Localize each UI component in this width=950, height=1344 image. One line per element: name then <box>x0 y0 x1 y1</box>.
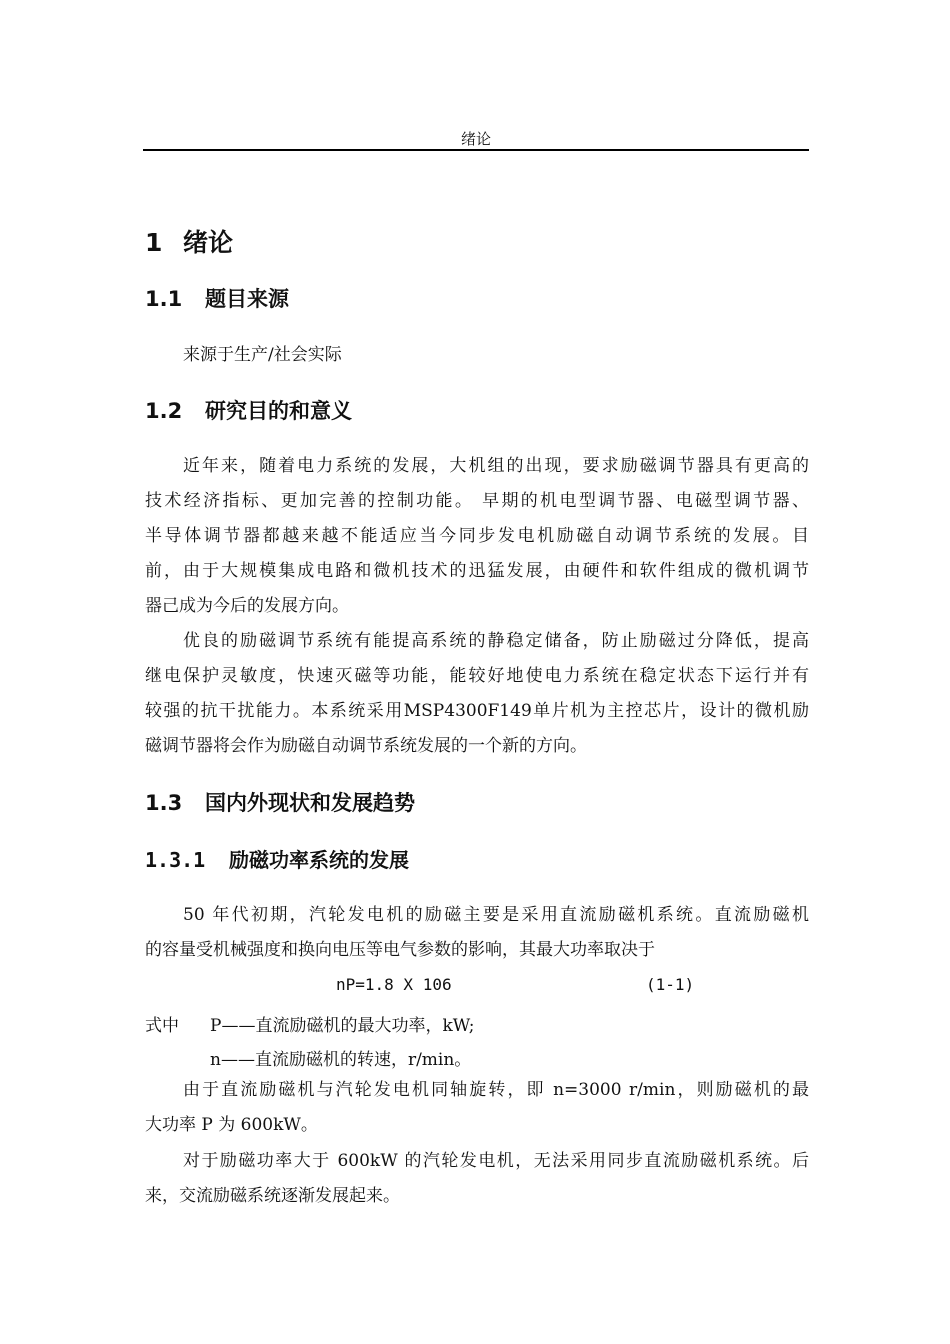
where-label: 式中 <box>145 1016 179 1036</box>
paragraph-line: 磁调节器将会作为励磁自动调节系统发展的一个新的方向。 <box>145 736 587 756</box>
section-1-2-paragraph-1 <box>145 449 809 624</box>
paragraph-line: 来，交流励磁系统逐渐发展起来。 <box>145 1186 400 1206</box>
section-1-3-1-paragraph-3 <box>145 1144 809 1214</box>
paragraph-line: 50 年代初期，汽轮发电机的励磁主要是采用直流励磁机系统。直流励磁机 <box>183 905 809 925</box>
header-rule <box>143 149 809 151</box>
section-number: 1.3 <box>145 791 183 815</box>
section-1-2-paragraph-2 <box>145 624 809 764</box>
paragraph-line: 技术经济指标、更加完善的控制功能。 早期的机电型调节器、电磁型调节器、 <box>145 491 809 511</box>
paragraph-line: 对于励磁功率大于 600kW 的汽轮发电机，无法采用同步直流励磁机系统。后 <box>183 1151 809 1171</box>
section-1-1-heading <box>145 283 289 313</box>
section-number: 1.2 <box>145 399 183 423</box>
paragraph-line: 半导体调节器都越来越不能适应当今同步发电机励磁自动调节系统的发展。目 <box>145 526 809 546</box>
paragraph-line: 由于直流励磁机与汽轮发电机同轴旋转，即 n=3000 r/min，则励磁机的最 <box>183 1080 809 1100</box>
paragraph-line: 继电保护灵敏度，快速灭磁等功能，能较好地使电力系统在稳定状态下运行并有 <box>145 666 809 686</box>
formula: nP=1.8 X 106 <box>336 975 452 994</box>
running-header: 绪论 <box>460 130 491 148</box>
section-title: 研究目的和意义 <box>205 399 352 423</box>
section-title: 励磁功率系统的发展 <box>229 848 409 872</box>
section-1-3-1-paragraph-2 <box>145 1073 809 1143</box>
paragraph-line: 近年来，随着电力系统的发展，大机组的出现，要求励磁调节器具有更高的 <box>183 456 809 476</box>
chapter-title-text: 绪论 <box>183 228 234 257</box>
paragraph-line: 前，由于大规模集成电路和微机技术的迅猛发展，由硬件和软件组成的微机调节 <box>145 561 809 581</box>
section-number: 1.3.1 <box>145 848 206 872</box>
section-1-3-1-paragraph-1 <box>145 898 809 968</box>
paragraph-line: 大功率 P 为 600kW。 <box>145 1115 318 1135</box>
section-1-1-body <box>145 338 809 373</box>
section-title: 国内外现状和发展趋势 <box>205 791 415 815</box>
where-p-definition: P——直流励磁机的最大功率，kW; <box>210 1016 475 1036</box>
where-n-definition: n——直流励磁机的转速，r/min。 <box>210 1050 472 1070</box>
section-number: 1.1 <box>145 287 183 311</box>
chapter-number: 1 <box>145 228 163 257</box>
paragraph-line: 的容量受机械强度和换向电压等电气参数的影响，其最大功率取决于 <box>145 940 655 960</box>
section-1-2-heading <box>145 395 352 425</box>
section-title: 题目来源 <box>205 287 289 311</box>
paragraph-line: 器己成为今后的发展方向。 <box>145 596 349 616</box>
paragraph-line: 较强的抗干扰能力。本系统采用MSP4300F149单片机为主控芯片，设计的微机励 <box>145 701 809 721</box>
paragraph-line: 来源于生产/社会实际 <box>183 345 342 365</box>
paragraph-line: 优良的励磁调节系统有能提高系统的静稳定储备，防止励磁过分降低，提高 <box>183 631 809 651</box>
section-1-3-1-heading <box>145 844 409 873</box>
section-1-3-heading <box>145 787 415 817</box>
formula-number: (1-1) <box>646 975 695 994</box>
chapter-title <box>145 223 233 259</box>
